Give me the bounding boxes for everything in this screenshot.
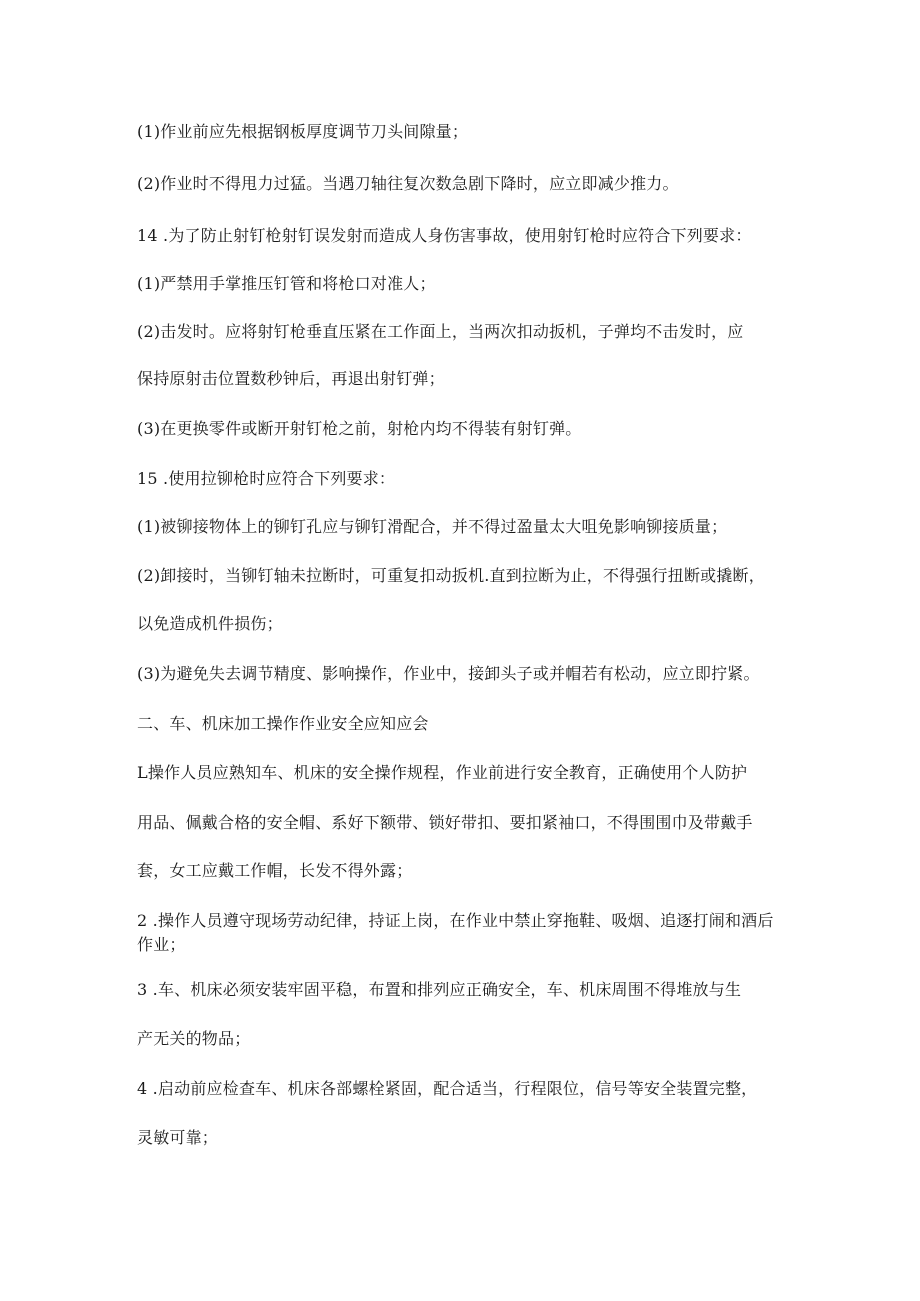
paragraph-4: (1)严禁用手掌推压钉管和将枪口对准人； xyxy=(137,274,436,293)
paragraph-5: (2)击发时。应将射钉枪垂直压紧在工作面上，当两次扣动扳机，子弹均不击发时，应 xyxy=(137,322,744,341)
section-heading: 二、车、机床加工操作作业安全应知应会 xyxy=(137,714,429,733)
paragraph-6: 保持原射击位置数秒钟后，再退出射钉弹； xyxy=(137,369,445,388)
paragraph-7: (3)在更换零件或断开射钉枪之前，射枪内均不得装有射钉弹。 xyxy=(137,419,582,438)
paragraph-13: L操作人员应熟知车、机床的安全操作规程，作业前进行安全教育，正确使用个人防护 xyxy=(137,763,748,782)
paragraph-8: 15 .使用拉铆枪时应符合下列要求： xyxy=(137,469,396,488)
paragraph-17: 3 .车、机床必须安装牢固平稳，布置和排列应正确安全，车、机床周围不得堆放与生 xyxy=(137,980,742,999)
paragraph-18: 产无关的物品； xyxy=(137,1029,251,1048)
paragraph-9: (1)被铆接物体上的铆钉孔应与铆钉滑配合，并不得过盈量太大咀免影响铆接质量； xyxy=(137,517,728,536)
paragraph-16: 2 .操作人员遵守现场劳动纪律，持证上岗，在作业中禁止穿拖鞋、吸烟、追逐打闹和酒后作业； xyxy=(137,911,774,954)
paragraph-12: (3)为避免失去调节精度、影响操作，作业中，接卸头子或并帽若有松动，应立即拧紧。 xyxy=(137,664,760,683)
paragraph-3: 14 .为了防止射钉枪射钉误发射而造成人身伤害事故，使用射钉枪时应符合下列要求： xyxy=(137,226,752,245)
paragraph-10: (2)卸接时，当铆钉轴未拉断时，可重复扣动扳机.直到拉断为止，不得强行扭断或撬断， xyxy=(137,566,765,585)
paragraph-19: 4 .启动前应检查车、机床各部螺栓紧固，配合适当，行程限位，信号等安全装置完整， xyxy=(137,1079,758,1098)
paragraph-11: 以免造成机件损伤； xyxy=(137,614,283,633)
paragraph-1: (1)作业前应先根据钢板厚度调节刀头间隙量； xyxy=(137,122,469,141)
paragraph-15: 套，女工应戴工作帽，长发不得外露； xyxy=(137,861,413,880)
paragraph-2: (2)作业时不得甩力过猛。当遇刀轴往复次数急剧下降时，应立即减少推力。 xyxy=(137,174,679,193)
paragraph-14: 用品、佩戴合格的安全帽、系好下额带、锁好带扣、要扣紧袖口，不得围围巾及带戴手 xyxy=(137,813,753,832)
paragraph-20: 灵敏可靠； xyxy=(137,1128,219,1147)
